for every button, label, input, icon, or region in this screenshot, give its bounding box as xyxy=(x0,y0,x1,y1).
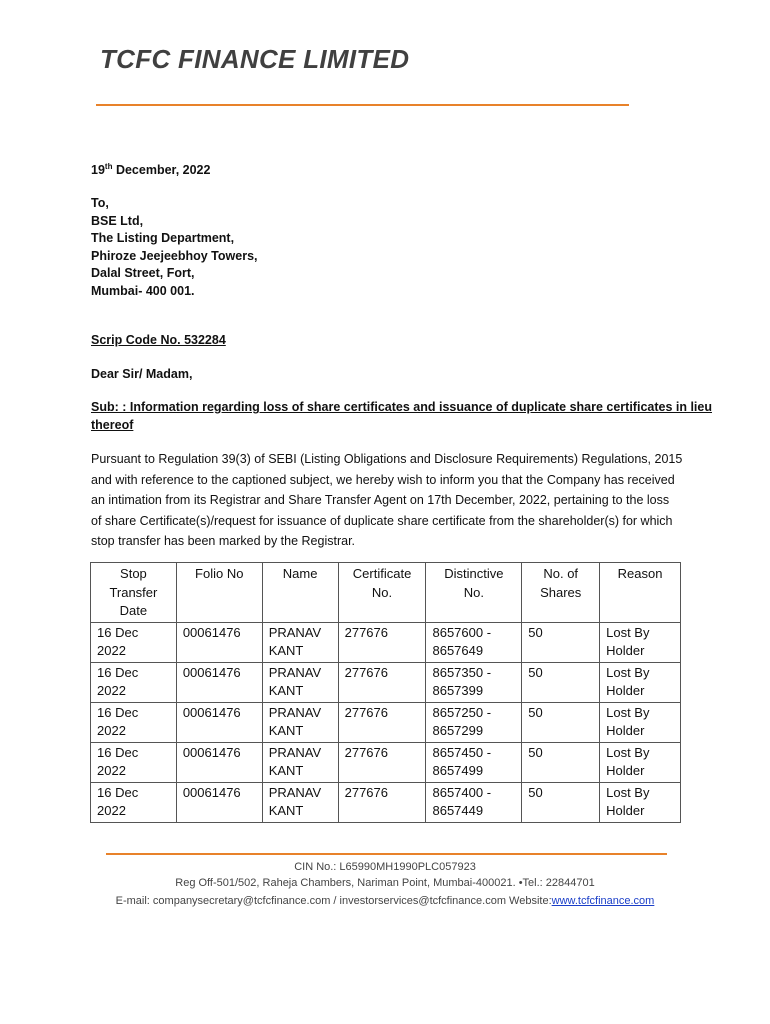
cell-certificate: 277676 xyxy=(338,782,426,822)
table-row xyxy=(91,742,681,782)
header-distinctive-no: Distinctive No. xyxy=(426,563,522,623)
footer-email: E-mail: companysecretary@tcfcfinance.com / investorservices@tcfcfinance.com Website: xyxy=(115,895,552,907)
body-line: Pursuant to Regulation 39(3) of SEBI (Listing Obligations and Disclosure Requirements) Regulations, 2015 xyxy=(91,452,683,466)
cell-reason: Lost By Holder xyxy=(600,662,681,702)
cell-distinctive: 8657450 - 8657499 xyxy=(426,742,522,782)
cell-reason: Lost By Holder xyxy=(600,622,681,662)
header-divider xyxy=(96,104,629,106)
table-row xyxy=(91,622,681,662)
cell-distinctive: 8657350 - 8657399 xyxy=(426,662,522,702)
cell-name: PRANAV KANT xyxy=(262,622,338,662)
cell-certificate: 277676 xyxy=(338,742,426,782)
cell-name: PRANAV KANT xyxy=(262,702,338,742)
header-certificate-no: Certificate No. xyxy=(338,563,426,623)
cell-date: 16 Dec 2022 xyxy=(91,782,177,822)
cell-shares: 50 xyxy=(522,782,600,822)
cell-certificate: 277676 xyxy=(338,622,426,662)
address-line: The Listing Department, xyxy=(91,231,235,245)
body-line: stop transfer has been marked by the Registrar. xyxy=(91,534,356,548)
table-header-row xyxy=(91,563,681,623)
scrip-code: Scrip Code No. 532284 xyxy=(91,333,226,347)
recipient-address xyxy=(91,195,258,300)
cell-folio: 00061476 xyxy=(176,662,262,702)
header-folio-no: Folio No xyxy=(176,563,262,623)
cell-reason: Lost By Holder xyxy=(600,742,681,782)
subject xyxy=(91,398,712,434)
cell-folio: 00061476 xyxy=(176,622,262,662)
header-stop-transfer-date: Stop Transfer Date xyxy=(91,563,177,623)
address-line: Dalal Street, Fort, xyxy=(91,266,195,280)
footer-address: Reg Off-501/502, Raheja Chambers, Nariman Point, Mumbai-400021. •Tel.: 22844701 xyxy=(175,877,595,889)
cell-shares: 50 xyxy=(522,622,600,662)
cell-name: PRANAV KANT xyxy=(262,742,338,782)
letter-date xyxy=(91,162,210,180)
body-line: and with reference to the captioned subject, we hereby wish to inform you that the Company has received xyxy=(91,472,675,487)
table-row xyxy=(91,662,681,702)
cell-name: PRANAV KANT xyxy=(262,662,338,702)
cell-date: 16 Dec 2022 xyxy=(91,662,177,702)
website-link[interactable]: www.tcfcfinance.com xyxy=(551,895,655,907)
cell-shares: 50 xyxy=(522,742,600,782)
subject-line: Sub: : Information regarding loss of share certificates and issuance of duplicate share certificates in lieu xyxy=(91,400,712,414)
date-month-year: December, 2022 xyxy=(112,163,211,177)
cell-certificate: 277676 xyxy=(338,662,426,702)
cell-date: 16 Dec 2022 xyxy=(91,742,177,782)
cell-folio: 00061476 xyxy=(176,742,262,782)
table-row xyxy=(91,702,681,742)
footer-cin: CIN No.: L65990MH1990PLC057923 xyxy=(294,861,476,873)
cell-distinctive: 8657250 - 8657299 xyxy=(426,702,522,742)
cell-folio: 00061476 xyxy=(176,702,262,742)
date-suffix: th xyxy=(104,161,113,171)
cell-certificate: 277676 xyxy=(338,702,426,742)
table-row xyxy=(91,782,681,822)
subject-line: thereof xyxy=(91,418,134,432)
header-name: Name xyxy=(262,563,338,623)
company-name: TCFC FINANCE LIMITED xyxy=(100,44,410,74)
cell-name: PRANAV KANT xyxy=(262,782,338,822)
cell-reason: Lost By Holder xyxy=(600,702,681,742)
body-line: an intimation from its Registrar and Share Transfer Agent on 17th December, 2022, pertaining to the loss xyxy=(91,493,670,507)
share-certificate-table xyxy=(90,562,681,823)
salutation: Dear Sir/ Madam, xyxy=(91,367,193,381)
cell-shares: 50 xyxy=(522,662,600,702)
header-no-of-shares: No. of Shares xyxy=(522,563,600,623)
cell-shares: 50 xyxy=(522,702,600,742)
cell-reason: Lost By Holder xyxy=(600,782,681,822)
address-line: Mumbai- 400 001. xyxy=(91,283,195,298)
footer-divider xyxy=(106,853,667,855)
footer-contact xyxy=(0,894,770,908)
cell-distinctive: 8657600 - 8657649 xyxy=(426,622,522,662)
body-paragraph xyxy=(91,449,691,552)
date-day: 19 xyxy=(91,163,105,177)
body-line: of share Certificate(s)/request for issuance of duplicate share certificate from the shareholder(s) for which xyxy=(91,513,673,528)
cell-distinctive: 8657400 - 8657449 xyxy=(426,782,522,822)
cell-date: 16 Dec 2022 xyxy=(91,702,177,742)
address-line: To, xyxy=(91,196,109,210)
address-line: Phiroze Jeejeebhoy Towers, xyxy=(91,248,258,263)
cell-folio: 00061476 xyxy=(176,782,262,822)
cell-date: 16 Dec 2022 xyxy=(91,622,177,662)
address-line: BSE Ltd, xyxy=(91,213,144,228)
header-reason: Reason xyxy=(600,563,681,623)
